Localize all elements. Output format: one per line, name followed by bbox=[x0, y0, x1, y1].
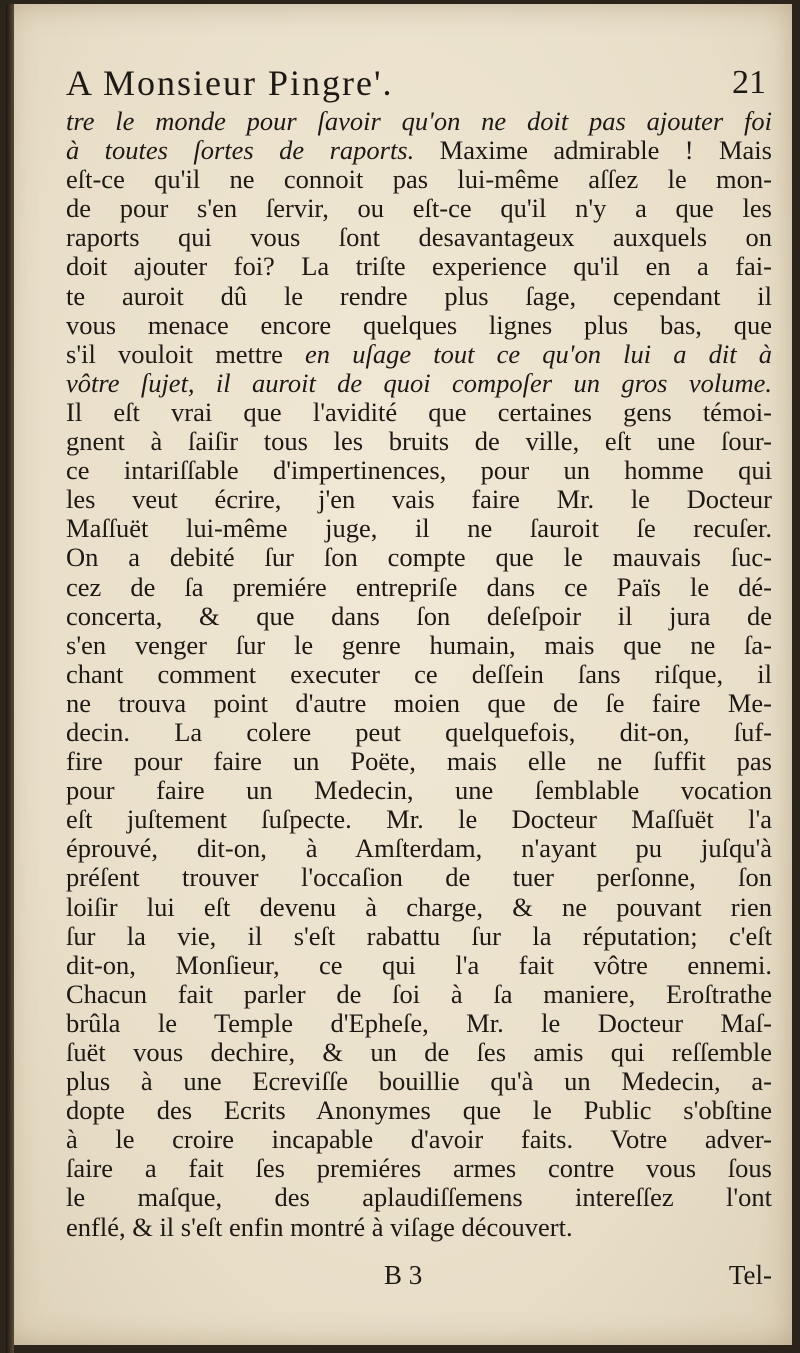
text-segment: raports qui vous ſont desavantageux auxquels on bbox=[66, 222, 772, 253]
text-line bbox=[66, 543, 772, 572]
text-line bbox=[66, 1009, 772, 1038]
text-line bbox=[66, 747, 772, 776]
text-segment: Maxime admirable ! Mais bbox=[414, 135, 772, 166]
text-line bbox=[66, 951, 772, 980]
text-segment: dopte des Ecrits Anonymes que le Public s'obſtine bbox=[66, 1095, 772, 1126]
text-segment: ſur la vie, il s'eſt rabattu ſur la réputation; c'eſt bbox=[66, 920, 772, 951]
text-line bbox=[66, 311, 772, 340]
text-line bbox=[66, 1038, 772, 1067]
text-segment: Maſſuët lui-même juge, il ne ſauroit ſe recuſer. bbox=[66, 513, 772, 544]
italic-segment: en uſage tout ce qu'on lui a dit à bbox=[305, 338, 772, 369]
text-line bbox=[66, 660, 772, 689]
text-segment: préſent trouver l'occaſion de tuer perſonne, ſon bbox=[66, 862, 772, 893]
text-segment: de pour s'en ſervir, ou eſt-ce qu'il n'y a que les bbox=[66, 193, 772, 224]
text-segment: pour faire un Medecin, une ſemblable vocation bbox=[66, 775, 772, 806]
text-line bbox=[66, 893, 772, 922]
text-segment: ce intariſſable d'impertinences, pour un homme qui bbox=[66, 455, 772, 486]
text-line bbox=[66, 107, 772, 136]
catchword: Tel- bbox=[728, 1260, 772, 1290]
text-segment: te auroit dû le rendre plus ſage, cependant il bbox=[66, 280, 772, 311]
text-line bbox=[66, 631, 772, 660]
text-segment: cez de ſa premiére entrepriſe dans ce Païs le dé- bbox=[66, 571, 772, 602]
text-line bbox=[66, 282, 772, 311]
text-segment: vous menace encore quelques lignes plus bas, que bbox=[66, 309, 772, 340]
text-line bbox=[66, 980, 772, 1009]
text-segment: Chacun fait parler de ſoi à ſa maniere, Eroſtrathe bbox=[66, 978, 772, 1009]
text-segment: concerta, & que dans ſon deſeſpoir il jura de bbox=[66, 600, 772, 631]
text-segment: dit-on, Monſieur, ce qui l'a fait vôtre ennemi. bbox=[66, 949, 772, 980]
text-line bbox=[66, 1067, 772, 1096]
italic-segment: tre le monde pour ſavoir qu'on ne doit pas ajouter foi bbox=[66, 106, 772, 136]
text-line bbox=[66, 718, 772, 747]
text-line bbox=[66, 776, 772, 805]
page-spine-shadow bbox=[6, 4, 14, 1353]
text-segment: brûla le Temple d'Epheſe, Mr. le Docteur Maſ- bbox=[66, 1007, 772, 1038]
page-footer bbox=[66, 1260, 772, 1294]
body-text bbox=[66, 107, 772, 1242]
text-segment: gnent à ſaiſir tous les bruits de ville, eſt une ſour- bbox=[66, 426, 772, 457]
text-segment: éprouvé, dit-on, à Amſterdam, n'ayant pu juſqu'à bbox=[66, 833, 772, 864]
text-segment: eſt-ce qu'il ne connoit pas lui-même aſſez le mon- bbox=[66, 164, 772, 195]
italic-segment: à toutes ſortes de raports. bbox=[66, 135, 415, 166]
text-line bbox=[66, 1213, 772, 1242]
text-line bbox=[66, 369, 772, 398]
text-line bbox=[66, 1096, 772, 1125]
text-line bbox=[66, 340, 772, 369]
text-line bbox=[66, 689, 772, 718]
text-segment: s'en venger ſur le genre humain, mais que ne ſa- bbox=[66, 629, 772, 660]
text-line bbox=[66, 573, 772, 602]
signature-mark: B 3 bbox=[384, 1260, 423, 1290]
text-line bbox=[66, 427, 772, 456]
text-line bbox=[66, 514, 772, 543]
text-line bbox=[66, 1125, 772, 1154]
running-title: A Monsieur Pingre'. bbox=[66, 63, 394, 103]
text-segment: Il eſt vrai que l'avidité que certaines gens témoi- bbox=[66, 396, 772, 427]
text-line bbox=[66, 485, 772, 514]
text-segment: les veut écrire, j'en vais faire Mr. le Docteur bbox=[66, 484, 772, 515]
text-segment: à le croire incapable d'avoir faits. Votre adver- bbox=[66, 1124, 772, 1155]
text-line bbox=[66, 456, 772, 485]
text-segment: eſt juſtement ſuſpecte. Mr. le Docteur Maſſuët l'a bbox=[66, 804, 772, 835]
text-line bbox=[66, 252, 772, 281]
page-number: 21 bbox=[732, 64, 766, 101]
text-line bbox=[66, 1154, 772, 1183]
text-line bbox=[66, 136, 772, 165]
text-segment: le maſque, des aplaudiſſemens intereſſez l'ont bbox=[66, 1182, 772, 1213]
text-line bbox=[66, 194, 772, 223]
running-header bbox=[66, 62, 766, 106]
italic-segment: vôtre ſujet, il auroit de quoi compoſer un gros volume. bbox=[66, 367, 772, 398]
text-line bbox=[66, 398, 772, 427]
text-segment: s'il vouloit mettre bbox=[66, 338, 306, 369]
text-segment: ſaire a fait ſes premiéres armes contre vous ſous bbox=[66, 1153, 772, 1184]
text-line bbox=[66, 1183, 772, 1212]
text-line bbox=[66, 602, 772, 631]
book-page bbox=[6, 4, 792, 1345]
text-line bbox=[66, 805, 772, 834]
text-segment: fire pour faire un Poëte, mais elle ne ſuffit pas bbox=[66, 746, 772, 777]
text-line bbox=[66, 922, 772, 951]
text-segment: decin. La colere peut quelquefois, dit-on, ſuf- bbox=[66, 716, 772, 747]
text-segment: loiſir lui eſt devenu à charge, & ne pouvant rien bbox=[66, 891, 772, 922]
text-segment: enflé, & il s'eſt enfin montré à viſage découvert. bbox=[66, 1211, 573, 1242]
text-segment: plus à une Ecreviſſe bouillie qu'à un Medecin, a- bbox=[66, 1066, 772, 1097]
text-line bbox=[66, 165, 772, 194]
text-line bbox=[66, 223, 772, 252]
text-line bbox=[66, 834, 772, 863]
text-line bbox=[66, 863, 772, 892]
text-segment: On a debité ſur ſon compte que le mauvais ſuc- bbox=[66, 542, 772, 573]
text-segment: chant comment executer ce deſſein ſans riſque, il bbox=[66, 658, 772, 689]
text-segment: ſuët vous dechire, & un de ſes amis qui reſſemble bbox=[66, 1037, 772, 1067]
text-segment: doit ajouter foi? La triſte experience qu'il en a fai- bbox=[66, 251, 772, 282]
text-segment: ne trouva point d'autre moien que de ſe faire Me- bbox=[66, 687, 772, 718]
